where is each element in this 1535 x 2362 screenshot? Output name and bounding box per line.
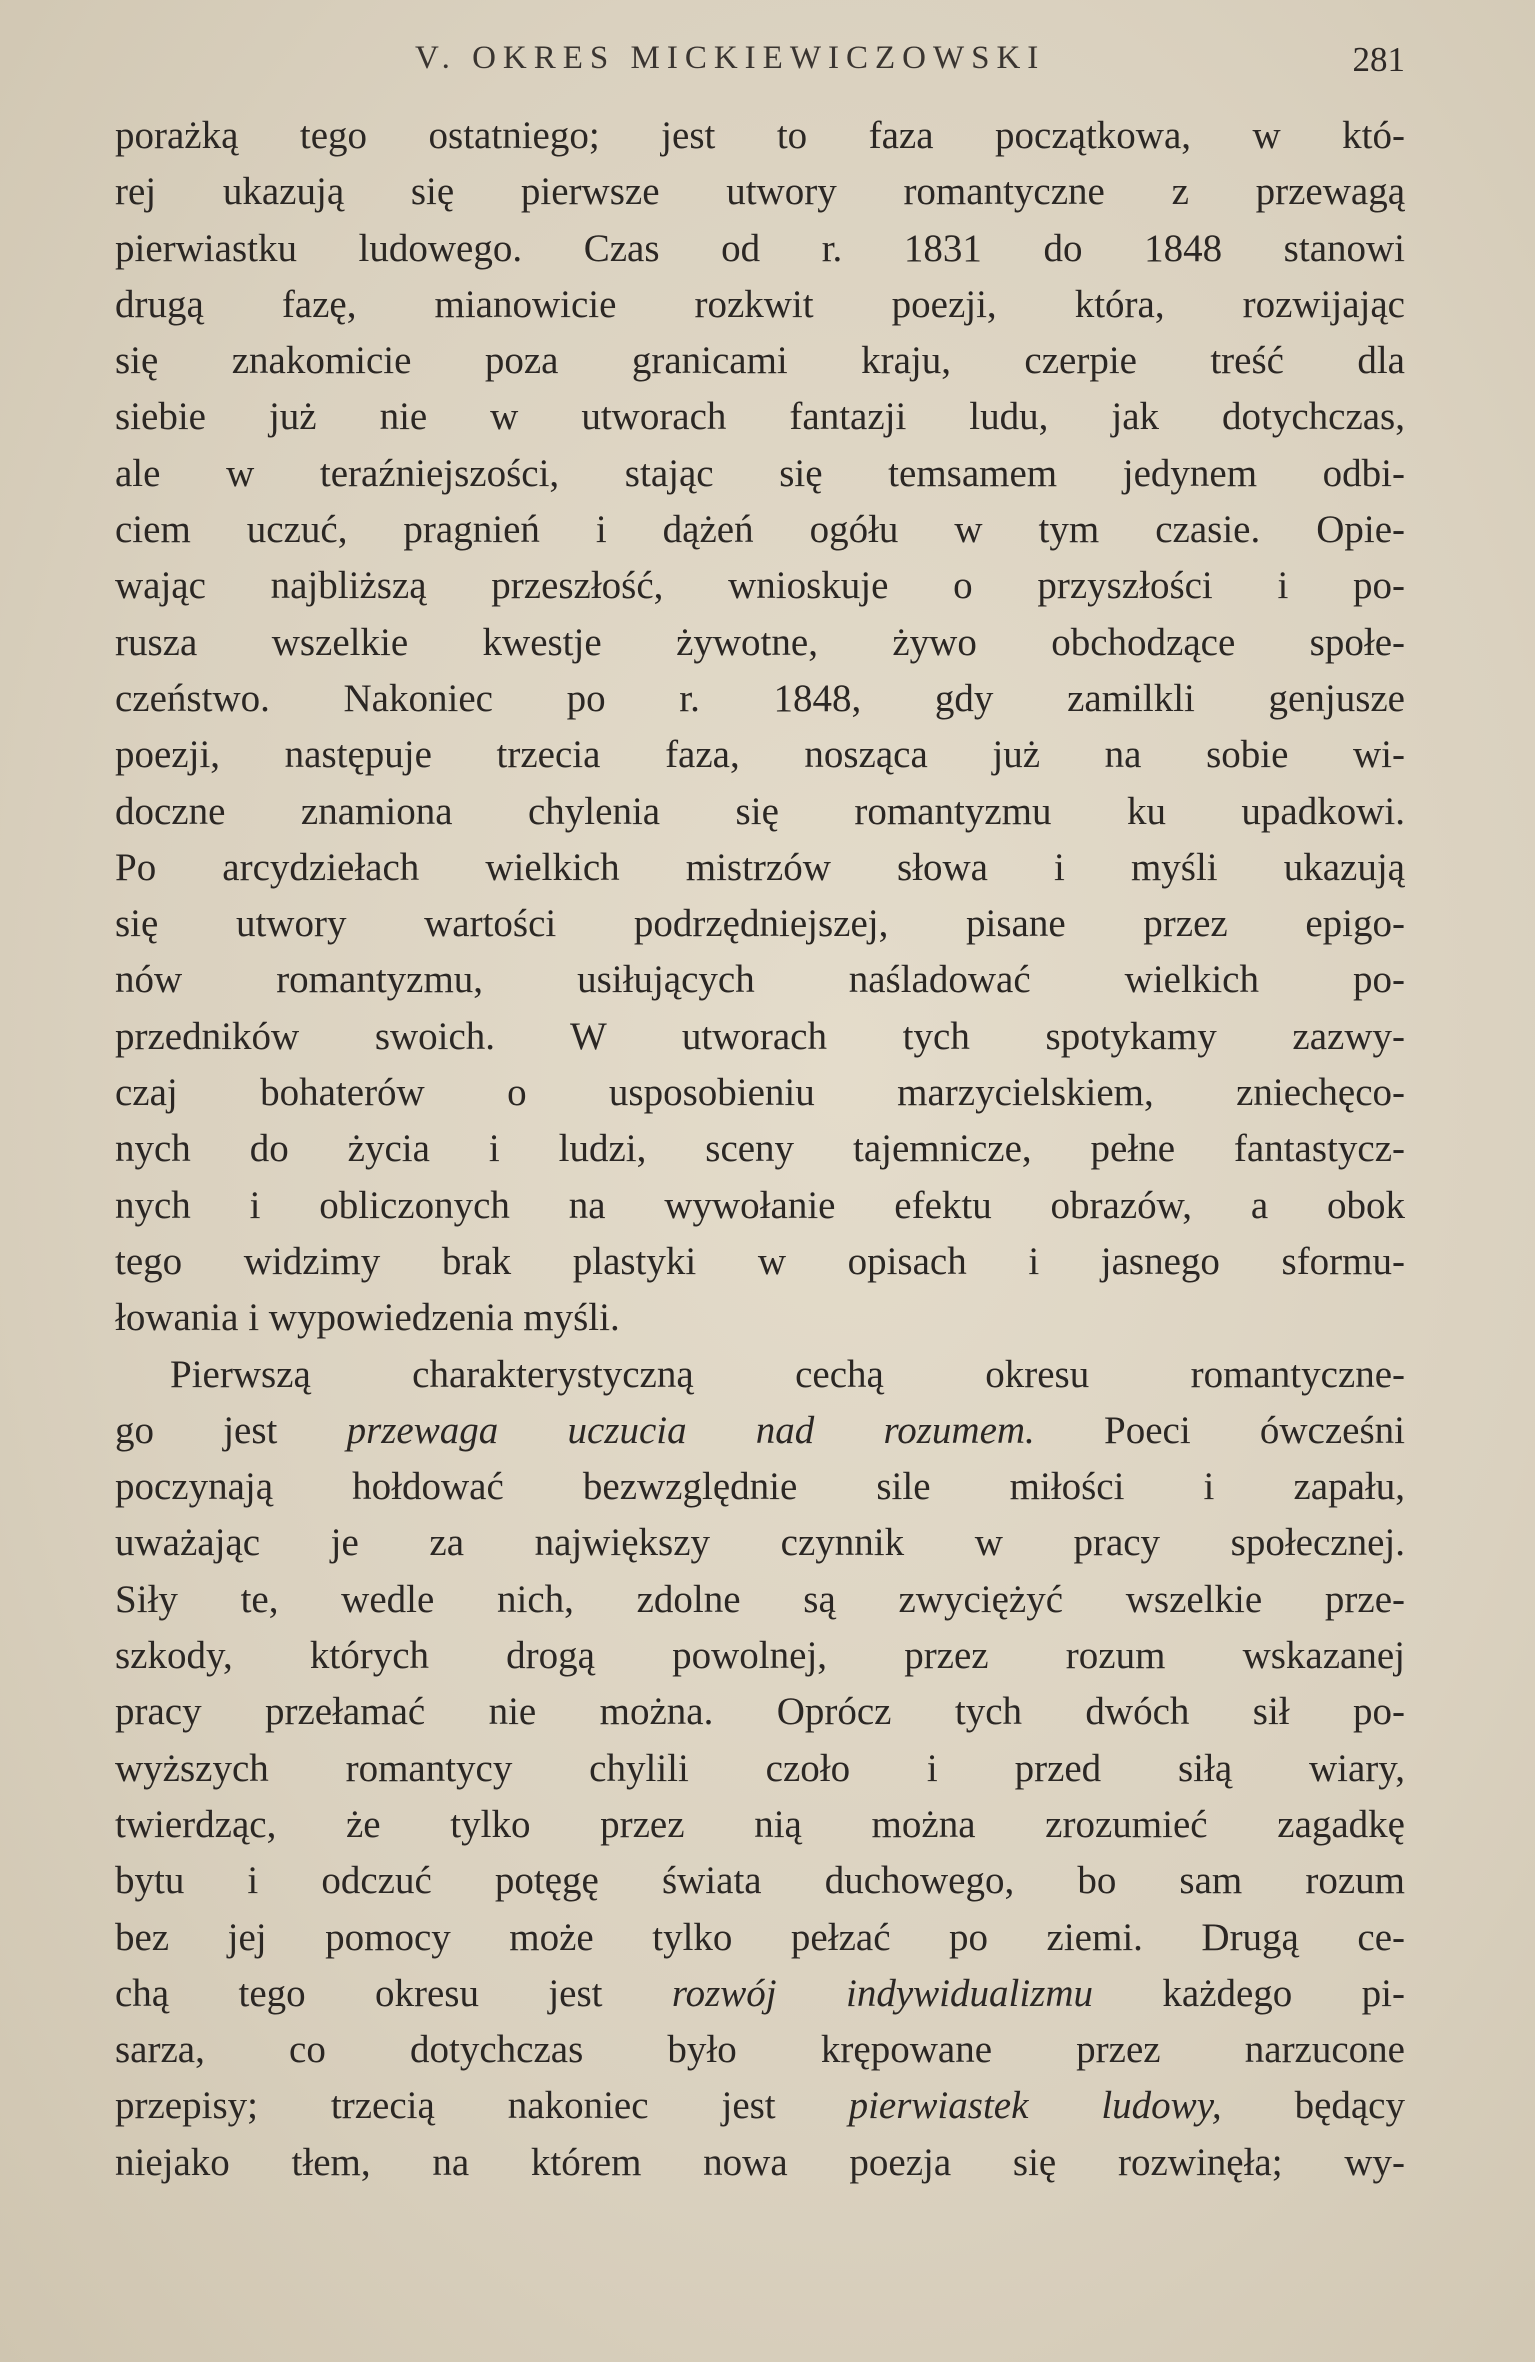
text-line: twierdząc, że tylko przez nią można zrozumieć zagadkę (115, 1802, 1405, 1846)
text-line: sarza, co dotychczas było krępowane przez narzucone (115, 2028, 1405, 2072)
text-line: wając najbliższą przeszłość, wnioskuje o przyszłości i po- (115, 564, 1405, 608)
text-run: go jest (115, 1408, 347, 1452)
text-line: czeństwo. Nakoniec po r. 1848, gdy zamilkli genjusze (115, 676, 1405, 720)
text-line: Siły te, wedle nich, zdolne są zwyciężyć wszelkie prze- (115, 1577, 1405, 1621)
text-run: będący (1221, 2084, 1405, 2128)
text-line: poezji, następuje trzecia faza, nosząca już na sobie wi- (115, 733, 1405, 777)
text-line (115, 1966, 1405, 2022)
text-line: ale w teraźniejszości, stając się temsamem jedynem odbi- (115, 451, 1405, 495)
paragraph-2 (115, 1347, 1405, 2191)
text-line: tego widzimy brak plastyki w opisach i jasnego sformu- (115, 1239, 1405, 1283)
text-line: bytu i odczuć potęgę świata duchowego, bo sam rozum (115, 1859, 1405, 1903)
text-line: bez jej pomocy może tylko pełzać po ziemi. Drugą ce- (115, 1915, 1405, 1959)
text-line: wyższych romantycy chylili czoło i przed siłą wiary, (115, 1746, 1405, 1790)
text-line: siebie już nie w utworach fantazji ludu, jak dotychczas, (115, 395, 1405, 439)
text-line: poczynają hołdować bezwzględnie sile miłości i zapału, (115, 1465, 1405, 1509)
text-line: się utwory wartości podrzędniejszej, pisane przez epigo- (115, 902, 1405, 946)
running-header (115, 40, 1405, 84)
text-line: nych i obliczonych na wywołanie efektu obrazów, a obok (115, 1183, 1405, 1227)
text-line: rej ukazują się pierwsze utwory romantyczne z przewagą (115, 170, 1405, 214)
text-line: uważając je za największy czynnik w pracy społecznej. (115, 1521, 1405, 1565)
text-line: Pierwszą charakterystyczną cechą okresu romantyczne- (170, 1352, 1405, 1396)
text-line: się znakomicie poza granicami kraju, czerpie treść dla (115, 339, 1405, 383)
text-line: niejako tłem, na którem nowa poezja się rozwinęła; wy- (115, 2140, 1405, 2184)
paragraph-1 (115, 108, 1405, 1347)
text-line: czaj bohaterów o usposobieniu marzycielskiem, zniechęco- (115, 1071, 1405, 1115)
text-line: nych do życia i ludzi, sceny tajemnicze, pełne fantastycz- (115, 1127, 1405, 1171)
text-line: Po arcydziełach wielkich mistrzów słowa i myśli ukazują (115, 845, 1405, 889)
chapter-title: V. OKRES MICKIEWICZOWSKI (415, 40, 1046, 76)
text-line: szkody, których drogą powolnej, przez rozum wskazanej (115, 1634, 1405, 1678)
page-number: 281 (1352, 40, 1405, 79)
text-line: porażką tego ostatniego; jest to faza początkowa, w któ- (115, 114, 1405, 157)
text-line: nów romantyzmu, usiłujących naśladować wielkich po- (115, 958, 1405, 1002)
text-line: przedników swoich. W utworach tych spotykamy zazwy- (115, 1014, 1405, 1058)
text-line (115, 2078, 1405, 2134)
emphasis-text: przewaga uczucia nad rozumem. (346, 1408, 1035, 1452)
text-line: drugą fazę, mianowicie rozkwit poezji, która, rozwijając (115, 282, 1405, 326)
emphasis-text: rozwój indywidualizmu (671, 1971, 1094, 2015)
text-line: doczne znamiona chylenia się romantyzmu ku upadkowi. (115, 789, 1405, 833)
body-text (115, 108, 1405, 2191)
text-line: ciem uczuć, pragnień i dążeń ogółu w tym czasie. Opie- (115, 508, 1405, 552)
text-line: łowania i wypowiedzenia myśli. (115, 1296, 620, 1340)
text-line (115, 1403, 1405, 1459)
text-run: przepisy; trzecią nakoniec jest (115, 2084, 849, 2128)
text-run: Poeci ówcześni (1034, 1408, 1405, 1452)
text-line: rusza wszelkie kwestje żywotne, żywo obchodzące społe- (115, 620, 1405, 664)
emphasis-text: pierwiastek ludowy, (848, 2084, 1222, 2128)
text-run: chą tego okresu jest (115, 1971, 672, 2015)
text-line: pracy przełamać nie można. Oprócz tych dwóch sił po- (115, 1690, 1405, 1734)
text-run: każdego pi- (1093, 1971, 1405, 2015)
text-line: pierwiastku ludowego. Czas od r. 1831 do 1848 stanowi (115, 226, 1405, 270)
